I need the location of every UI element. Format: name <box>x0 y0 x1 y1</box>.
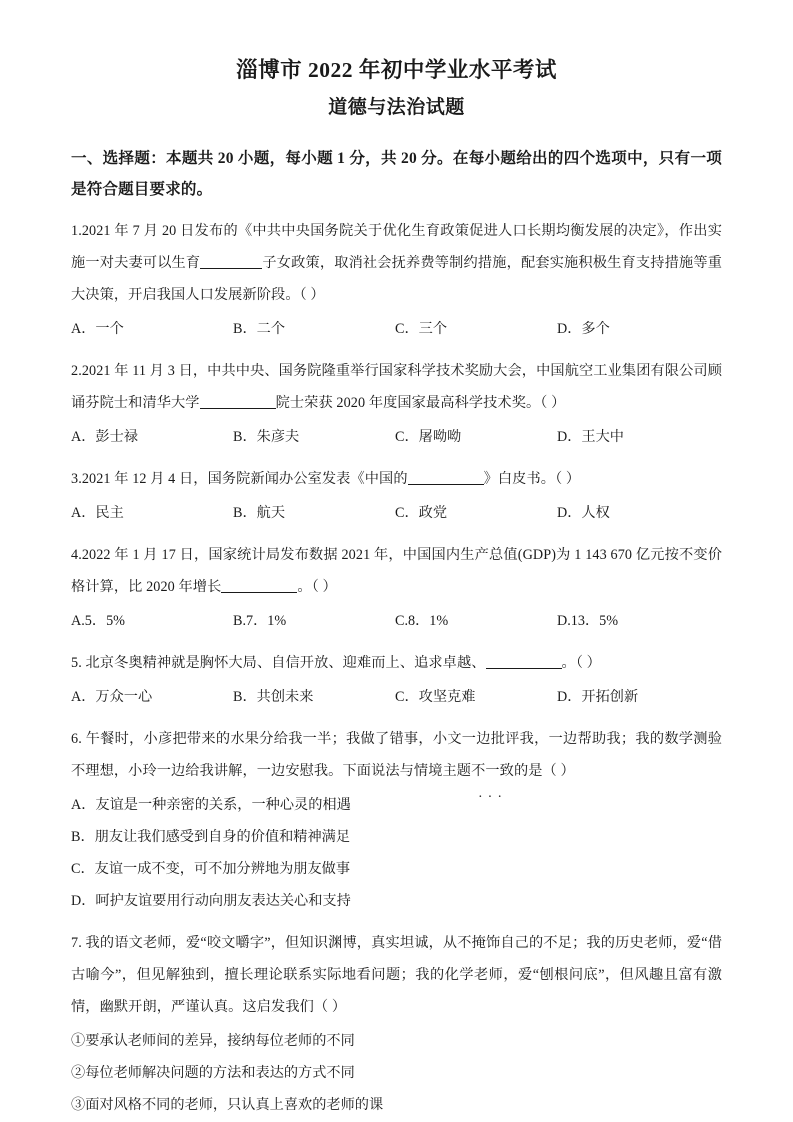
question-5-answer-blank <box>486 653 562 669</box>
question-2-option-a[interactable]: A．彭士禄 <box>71 428 138 445</box>
question-6 <box>71 723 722 917</box>
question-7-statement-1: ①要承认老师间的差异，接纳每位老师的不同 <box>71 1032 355 1049</box>
question-4-options <box>71 605 722 637</box>
question-3-stem-part2: 》白皮书。（ ） <box>483 470 581 487</box>
question-3-options <box>71 497 722 529</box>
question-6-option-a[interactable]: A．友谊是一种亲密的关系，一种心灵的相遇 <box>71 796 351 813</box>
question-4-answer-blank <box>221 577 297 593</box>
question-6-option-d[interactable]: D．呵护友谊要用行动向朋友表达关心和支持 <box>71 892 351 909</box>
question-6-option-b[interactable]: B．朋友让我们感受到自身的价值和精神满足 <box>71 828 351 845</box>
question-4-stem-part2: 。（ ） <box>297 578 337 595</box>
question-6-options <box>71 789 722 917</box>
question-3 <box>71 463 722 529</box>
title-block <box>71 0 722 120</box>
question-5-stem-part2: 。（ ） <box>561 654 601 671</box>
question-2-option-d[interactable]: D．王大中 <box>557 428 624 445</box>
section-instruction: 一、选择题：本题共 20 小题，每小题 1 分，共 20 分。在每小题给出的四个选项中，只有一项是符合题目要求的。 <box>71 149 722 198</box>
question-1-stem-part1: 1.2021 年 7 月 20 日发布的《中共中央国务院关于优化生育政策促进人口长期均衡发展的决定》，作出实施一对夫妻可以生育 <box>71 222 722 271</box>
question-3-option-a[interactable]: A．民主 <box>71 504 124 521</box>
question-7-statement-3: ③面对风格不同的老师，只认真上喜欢的老师的课 <box>71 1096 384 1113</box>
question-3-option-d[interactable]: D．人权 <box>557 504 610 521</box>
question-5-options <box>71 681 722 713</box>
question-6-stem-part2: 的是（ ） <box>513 762 575 779</box>
question-7-statements <box>71 1025 722 1121</box>
question-5-option-b[interactable]: B．共创未来 <box>233 688 314 705</box>
question-4-option-b[interactable]: B.7．1% <box>233 612 287 629</box>
question-2-answer-blank <box>200 393 276 409</box>
question-2-stem <box>71 355 722 419</box>
question-2-stem-part2: 院士荣获 2020 年度国家最高科学技术奖。（ ） <box>275 394 566 411</box>
question-5-option-d[interactable]: D．开拓创新 <box>557 688 639 705</box>
question-3-option-c[interactable]: C．政党 <box>395 504 448 521</box>
question-5-option-c[interactable]: C．攻坚克难 <box>395 688 476 705</box>
document-title: 淄博市 2022 年初中学业水平考试 <box>236 58 557 82</box>
question-1-answer-blank <box>200 253 262 269</box>
question-2 <box>71 355 722 453</box>
question-5 <box>71 647 722 713</box>
question-4-stem-part1: 4.2022 年 1 月 17 日，国家统计局发布数据 2021 年，中国国内生产总值(GDP)为 1 143 670 亿元按不变价格计算，比 2020 年增长 <box>71 546 722 595</box>
question-7-stem: 7. 我的语文老师，爱“咬文嚼字”，但知识渊博，真实坦诚，从不掩饰自己的不足；我的历史老师，爱“借古喻今”，但见解独到，擅长理论联系实际地看问题；我的化学老师，爱“刨根问底”，但风趣且富有激情，幽默开朗，严谨认真。这启发我们（ ） <box>71 934 722 1015</box>
question-1-options <box>71 313 722 345</box>
question-2-option-b[interactable]: B．朱彦夫 <box>233 428 300 445</box>
question-6-option-c[interactable]: C．友谊一成不变，可不加分辨地为朋友做事 <box>71 860 351 877</box>
question-3-answer-blank <box>408 469 484 485</box>
question-2-stem-part1: 2.2021 年 11 月 3 日，中共中央、国务院隆重举行国家科学技术奖励大会，中国航空工业集团有限公司顾诵芬院士和清华大学 <box>71 362 722 411</box>
question-1-option-b[interactable]: B．二个 <box>233 320 286 337</box>
question-6-emphasis-text: 不一致 ··· <box>471 755 514 787</box>
document-subtitle: 道德与法治试题 <box>328 96 465 118</box>
question-1-stem <box>71 215 722 311</box>
question-4-option-d[interactable]: D.13．5% <box>557 612 619 629</box>
question-1-option-d[interactable]: D．多个 <box>557 320 610 337</box>
question-4-option-a[interactable]: A.5．5% <box>71 612 125 629</box>
question-2-options <box>71 421 722 453</box>
question-1 <box>71 215 722 345</box>
question-7-statement-2: ②每位老师解决问题的方法和表达的方式不同 <box>71 1064 355 1081</box>
question-2-option-c[interactable]: C．屠呦呦 <box>395 428 462 445</box>
question-4-stem <box>71 539 722 603</box>
question-3-option-b[interactable]: B．航天 <box>233 504 286 521</box>
question-6-stem <box>71 723 722 787</box>
question-4-option-c[interactable]: C.8．1% <box>395 612 449 629</box>
question-1-option-a[interactable]: A．一个 <box>71 320 124 337</box>
question-5-stem-part1: 5. 北京冬奥精神就是胸怀大局、自信开放、迎难而上、追求卓越、 <box>71 654 486 671</box>
question-5-stem <box>71 647 722 679</box>
question-3-stem-part1: 3.2021 年 12 月 4 日，国务院新闻办公室发表《中国的 <box>71 470 408 487</box>
page-content <box>71 0 722 1121</box>
question-1-stem-part2: 子女政策，取消社会抚养费等制约措施，配套实施积极生育支持措施等重大决策，开启我国人口发展新阶段。（ ） <box>71 254 722 303</box>
question-7 <box>71 927 722 1121</box>
question-3-stem <box>71 463 722 495</box>
question-5-option-a[interactable]: A．万众一心 <box>71 688 153 705</box>
question-6-stem-part1: 6. 午餐时，小彦把带来的水果分给我一半；我做了错事，小文一边批评我，一边帮助我；我的数学测验不理想，小玲一边给我讲解，一边安慰我。下面说法与情境主题 <box>71 730 722 779</box>
question-1-option-c[interactable]: C．三个 <box>395 320 448 337</box>
question-4 <box>71 539 722 637</box>
